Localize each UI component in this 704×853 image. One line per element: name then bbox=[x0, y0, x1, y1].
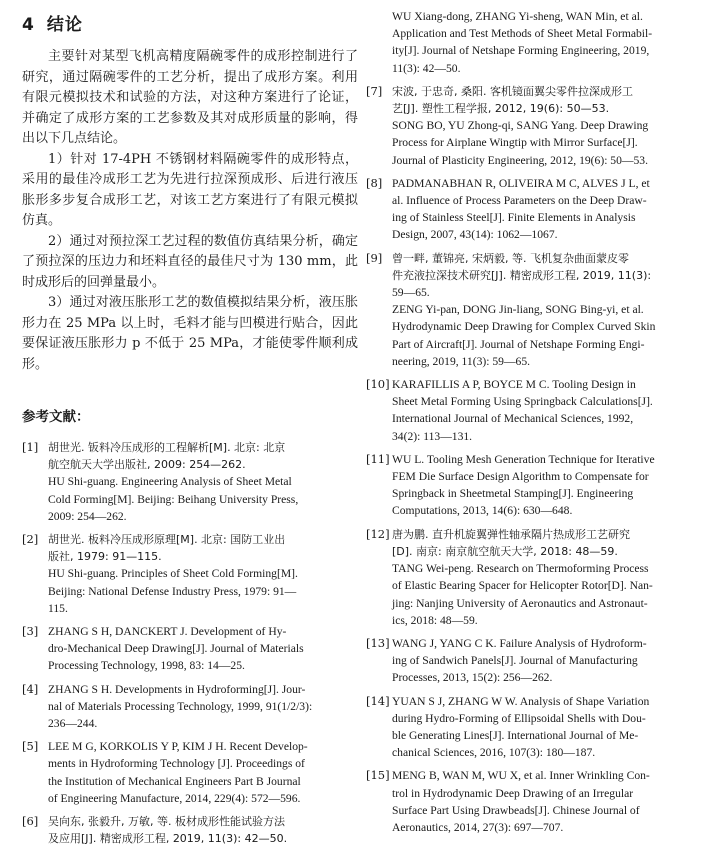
reference-line: 宋波, 于忠奇, 桑阳. 客机镜面翼尖零件拉深成形工 bbox=[392, 84, 633, 98]
reference-line: 航空航天大学出版社, 2009: 254—262. bbox=[48, 458, 246, 472]
reference-line: ics, 2018: 48—59. bbox=[392, 613, 478, 627]
reference-item bbox=[366, 83, 682, 169]
reference-item bbox=[22, 439, 358, 525]
reference-continuation bbox=[392, 8, 682, 77]
reference-text bbox=[392, 250, 682, 370]
reference-text bbox=[48, 531, 358, 617]
reference-line: KARAFILLIS A P, BOYCE M C. Tooling Design in bbox=[392, 378, 636, 392]
reference-text bbox=[48, 681, 358, 733]
reference-line: Processes, 2013, 15(2): 256—262. bbox=[392, 671, 553, 685]
reference-line: jing: Nanjing University of Aeronautics and Astronaut- bbox=[392, 596, 648, 610]
reference-line: 唐为鹏. 直升机旋翼弹性轴承隔片热成形工艺研究 bbox=[392, 527, 630, 541]
reference-number: [3] bbox=[22, 624, 39, 639]
references-list-left bbox=[22, 439, 358, 847]
reference-line: 59—65. bbox=[392, 286, 430, 300]
reference-line: 胡世光. 板料冷压成形原理[M]. 北京: 国防工业出 bbox=[48, 533, 286, 547]
reference-number: [2] bbox=[22, 532, 39, 547]
reference-line: 艺[J]. 塑性工程学报, 2012, 19(6): 50—53. bbox=[392, 102, 610, 116]
section-title: 结论 bbox=[46, 15, 83, 35]
reference-line: HU Shi-guang. Engineering Analysis of Sheet Metal bbox=[48, 475, 292, 489]
reference-text bbox=[392, 767, 682, 836]
reference-line: [D]. 南京: 南京航空航天大学, 2018: 48—59. bbox=[392, 544, 618, 558]
reference-line: Aeronautics, 2014, 27(3): 697—707. bbox=[392, 820, 564, 834]
reference-line: 11(3): 42—50. bbox=[392, 61, 461, 75]
reference-item bbox=[22, 531, 358, 617]
reference-line: Surface Part Using Drawbeads[J]. Chinese Journal of bbox=[392, 803, 640, 817]
reference-text bbox=[392, 175, 682, 244]
reference-line: ble Generating Lines[J]. International Journal of Me- bbox=[392, 728, 639, 742]
reference-text bbox=[48, 623, 358, 675]
reference-text bbox=[392, 451, 682, 520]
reference-line: TANG Wei-peng. Research on Thermoforming Process bbox=[392, 562, 649, 576]
reference-item bbox=[366, 175, 682, 244]
reference-text bbox=[392, 83, 682, 169]
reference-number: [5] bbox=[22, 739, 39, 754]
reference-line: Design, 2007, 43(14): 1062—1067. bbox=[392, 228, 558, 242]
reference-line: 曾一畔, 董锦亮, 宋炳毅, 等. 飞机复杂曲面蒙皮零 bbox=[392, 251, 629, 265]
reference-line: nal of Materials Processing Technology, 1999, 91(1/2/3): bbox=[48, 699, 313, 713]
reference-line: the Institution of Mechanical Engineers Part B Journal bbox=[48, 774, 301, 788]
reference-text bbox=[392, 693, 682, 762]
reference-line: 115. bbox=[48, 601, 68, 615]
reference-line: WANG J, YANG C K. Failure Analysis of Hydroform- bbox=[392, 636, 647, 650]
reference-number: [8] bbox=[366, 175, 383, 190]
reference-line: 236—244. bbox=[48, 717, 98, 731]
reference-line: Application and Test Methods of Sheet Metal Formabil- bbox=[392, 27, 653, 41]
reference-line: chanical Sciences, 2016, 107(3): 180—187. bbox=[392, 746, 596, 760]
reference-line: YUAN S J, ZHANG W W. Analysis of Shape Variation bbox=[392, 694, 650, 708]
reference-text bbox=[48, 738, 358, 807]
reference-line: Part of Aircraft[J]. Journal of Netshape Forming Engi- bbox=[392, 337, 645, 351]
reference-line: of Engineering Manufacture, 2014, 229(4): 572—596. bbox=[48, 791, 301, 805]
section-number: 4 bbox=[22, 15, 35, 35]
reference-line: Process for Airplane Wingtip with Mirror Surface[J]. bbox=[392, 136, 638, 150]
reference-number: [15] bbox=[366, 768, 390, 783]
reference-text bbox=[392, 526, 682, 629]
reference-number: [9] bbox=[366, 250, 383, 265]
right-column bbox=[366, 8, 682, 842]
reference-line: 34(2): 113—131. bbox=[392, 429, 473, 443]
reference-number: [7] bbox=[366, 83, 383, 98]
reference-item bbox=[22, 623, 358, 675]
reference-line: during Hydro-Forming of Ellipsoidal Shells with Dou- bbox=[392, 711, 646, 725]
reference-item bbox=[22, 813, 358, 847]
reference-line: WU Xiang-dong, ZHANG Yi-sheng, WAN Min, et al. bbox=[392, 10, 643, 23]
reference-line: ZHANG S H. Developments in Hydroforming[J]. Jour- bbox=[48, 682, 306, 696]
reference-line: Hydrodynamic Deep Drawing for Complex Curved Skin bbox=[392, 320, 656, 334]
reference-text bbox=[48, 813, 358, 847]
reference-line: FEM Die Surface Design Algorithm to Compensate for bbox=[392, 470, 649, 484]
reference-number: [1] bbox=[22, 440, 39, 454]
reference-line: ity[J]. Journal of Netshape Forming Engineering, 2019, bbox=[392, 44, 650, 58]
reference-item bbox=[366, 250, 682, 370]
reference-text bbox=[392, 635, 682, 687]
reference-line: MENG B, WAN M, WU X, et al. Inner Wrinkling Con- bbox=[392, 769, 650, 783]
reference-line: ing of Stainless Steel[J]. Finite Elements in Analysis bbox=[392, 211, 636, 225]
reference-number: [12] bbox=[366, 526, 390, 541]
reference-line: Journal of Plasticity Engineering, 2012, 19(6): 50—53. bbox=[392, 153, 648, 167]
reference-line: 吴向东, 张毅升, 万敏, 等. 板材成形性能试验方法 bbox=[48, 815, 285, 829]
reference-line: 版社, 1979: 91—115. bbox=[48, 550, 162, 564]
reference-line: 及应用[J]. 精密成形工程, 2019, 11(3): 42—50. bbox=[48, 832, 288, 846]
reference-number: [11] bbox=[366, 451, 390, 466]
reference-line: ing of Sandwich Panels[J]. Journal of Manufacturing bbox=[392, 654, 638, 668]
references-heading: 参考文献： bbox=[22, 409, 90, 425]
reference-line: HU Shi-guang. Principles of Sheet Cold Forming[M]. bbox=[48, 567, 298, 581]
reference-text bbox=[392, 376, 682, 445]
reference-item bbox=[366, 767, 682, 836]
reference-line: Processing Technology, 1998, 83: 14—25. bbox=[48, 659, 245, 673]
reference-line: of Elastic Bearing Spacer for Helicopter Rotor[D]. Nan- bbox=[392, 579, 653, 593]
reference-line: dro-Mechanical Deep Drawing[J]. Journal of Materials bbox=[48, 642, 304, 656]
reference-item bbox=[366, 693, 682, 762]
references-list-right bbox=[366, 83, 682, 836]
reference-line: International Journal of Mechanical Sciences, 1992, bbox=[392, 412, 634, 426]
reference-item bbox=[22, 681, 358, 733]
reference-line: 件充液拉深技术研究[J]. 精密成形工程, 2019, 11(3): bbox=[392, 268, 652, 282]
reference-line: ZHANG S H, DANCKERT J. Development of Hy- bbox=[48, 625, 287, 639]
reference-line: Computations, 2013, 14(6): 630—648. bbox=[392, 504, 573, 518]
reference-line: Springback in Sheetmetal Stamping[J]. Engineering bbox=[392, 487, 634, 501]
reference-line: WU L. Tooling Mesh Generation Technique for Iterative bbox=[392, 452, 655, 466]
paragraph: 主要针对某型飞机高精度隔碗零件的成形控制进行了研究，通过隔碗零件的工艺分析，提出了成形方案。利用有限元模拟技术和试验的方法，对这种方案进行了论证，并确定了成形方案的工艺参数及其对成形质量的影响，得出以下几点结论。 bbox=[22, 49, 358, 146]
reference-number: [4] bbox=[22, 681, 39, 696]
reference-number: [13] bbox=[366, 635, 390, 650]
reference-line: ments in Hydroforming Technology [J]. Proceedings of bbox=[48, 757, 305, 771]
reference-item bbox=[366, 376, 682, 445]
reference-item bbox=[366, 635, 682, 687]
reference-number: [6] bbox=[22, 814, 39, 829]
paragraph: 1）针对 17-4PH 不锈钢材料隔碗零件的成形特点，采用的最佳冷成形工艺为先进行拉深预成形、后进行液压胀形多步复合成形工艺，对该工艺方案进行了有限元模拟仿真。 bbox=[22, 151, 358, 228]
reference-line: Beijing: National Defense Industry Press, 1979: 91— bbox=[48, 584, 297, 598]
reference-line: Cold Forming[M]. Beijing: Beihang University Press, bbox=[48, 492, 299, 506]
reference-line: LEE M G, KORKOLIS Y P, KIM J H. Recent Develop- bbox=[48, 740, 308, 754]
reference-line: Sheet Metal Forming Using Springback Calculations[J]. bbox=[392, 395, 653, 409]
reference-line: 胡世光. 钣料冷压成形的工程解析[M]. 北京: 北京 bbox=[48, 441, 286, 454]
left-column bbox=[22, 8, 358, 853]
reference-number: [10] bbox=[366, 377, 390, 392]
reference-line: SONG BO, YU Zhong-qi, SANG Yang. Deep Drawing bbox=[392, 119, 649, 133]
paragraph: 3）通过对液压胀形工艺的数值模拟结果分析，液压胀形力在 25 MPa 以上时，毛料才能与凹模进行贴合，因此要保证液压胀形力 p 不低于 25 MPa，才能使零件顺利成形。 bbox=[22, 295, 358, 372]
section-heading bbox=[22, 10, 358, 35]
reference-text bbox=[48, 439, 358, 525]
reference-line: neering, 2019, 11(3): 59—65. bbox=[392, 354, 531, 368]
reference-item bbox=[366, 451, 682, 520]
paragraph: 2）通过对预拉深工艺过程的数值仿真结果分析，确定了预拉深的压边力和坯料直径的最佳尺寸为 130 mm，此时成形后的回弹量最小。 bbox=[22, 233, 358, 290]
reference-line: ZENG Yi-pan, DONG Jin-liang, SONG Bing-yi, et al. bbox=[392, 303, 644, 317]
reference-number: [14] bbox=[366, 693, 390, 708]
reference-line: PADMANABHAN R, OLIVEIRA M C, ALVES J L, et bbox=[392, 176, 650, 190]
reference-line: trol in Hydrodynamic Deep Drawing of an Irregular bbox=[392, 786, 634, 800]
conclusion-body bbox=[22, 47, 358, 375]
reference-line: 2009: 254—262. bbox=[48, 509, 127, 523]
reference-item bbox=[22, 738, 358, 807]
reference-item bbox=[366, 526, 682, 629]
reference-line: al. Influence of Process Parameters on the Deep Draw- bbox=[392, 194, 647, 208]
